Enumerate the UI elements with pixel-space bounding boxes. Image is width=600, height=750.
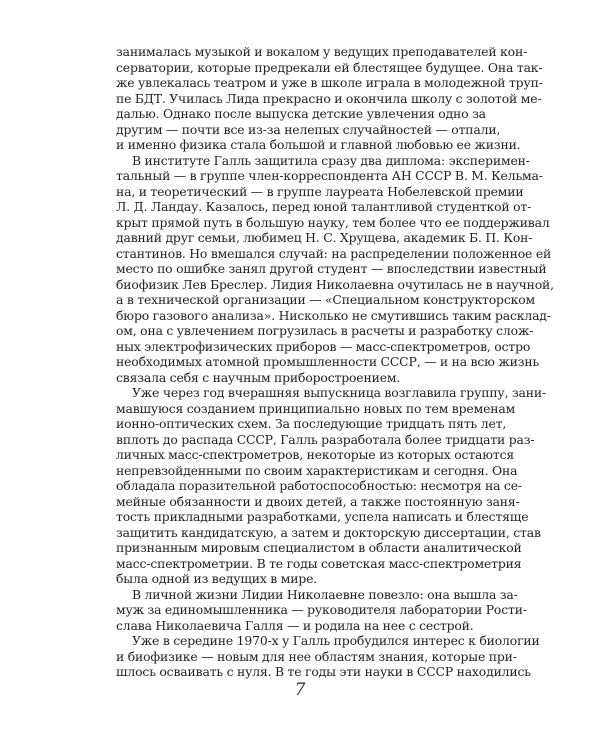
text-line: обладала поразительной работоспособностью: несмотря на се- (116, 478, 522, 493)
text-line: вплоть до распада СССР, Галль разработала более тридцати раз- (116, 431, 535, 447)
text-line: непревзойденными по своим характеристикам и сегодня. Она (116, 462, 518, 478)
text-line: же увлекалась театром и уже в школе играла в молодежной труп- (116, 75, 543, 90)
text-line: крыт прямой путь в большую науку, тем более что ее поддерживал (116, 214, 550, 230)
page-number: 7 (294, 680, 306, 700)
paragraph (116, 385, 547, 587)
text-line: стантинов. Но вмешался случай: на распределении положенное ей (116, 245, 552, 261)
text-line: В личной жизни Лидии Николаевне повезло: она вышла за- (132, 586, 518, 602)
paragraph (116, 44, 543, 153)
text-line: занималась музыкой и вокалом у ведущих преподавателей кон- (116, 44, 528, 59)
text-line: Л. Д. Ландау. Казалось, перед юной талантливой студенткой от- (116, 199, 532, 214)
text-line: муж за единомышленника — руководителя лаборатории Рости- (116, 602, 527, 617)
paragraph (116, 586, 527, 634)
text-line: защитить кандидатскую, а затем и докторскую диссертации, став (116, 524, 541, 540)
text-line: мейные обязанности и двоих детей, а также постоянную заня- (116, 493, 520, 509)
text-line: тальный — в группе член-корреспондента АН СССР В. М. Кельма- (116, 168, 543, 183)
text-line: была одной из ведущих в мире. (116, 571, 318, 586)
text-line: В институте Галль защитила сразу два диплома: эксперимен- (132, 152, 530, 168)
paragraph (116, 152, 554, 386)
text-line: место по ошибке занял другой студент — впоследствии известный (116, 261, 547, 276)
text-line: ионно-оптических схем. За последующие тридцать пять лет, (116, 416, 507, 431)
text-line: на, и теоретический — в группе лауреата Нобелевской премии (116, 183, 524, 199)
text-line: ных электрофизических приборов — масс-спектрометров, остро (116, 338, 531, 354)
text-line: серватории, которые предрекали ей блестящее будущее. Она так- (116, 59, 543, 75)
text-line: и именно физика стала большой и главной любовью ее жизни. (116, 137, 521, 152)
body-text (116, 44, 554, 680)
text-line: пе БДТ. Училась Лида прекрасно и окончила школу с золотой ме- (116, 90, 542, 106)
text-line: далью. Однако после выпуска детские увлечения одно за (116, 106, 486, 121)
text-line: необходимых атомной промышленности СССР, — и на всю жизнь (116, 354, 540, 369)
text-line: мавшуюся созданием принципиально новых по тем временам (116, 400, 516, 416)
text-line: другим — почти все из-за нелепых случайностей — отпали, (116, 121, 501, 137)
text-line: масс-спектрометрии. В те годы советская масс-спектрометрия (116, 555, 522, 571)
text-line: шлось осваивать с нуля. В те годы эти науки в СССР находились (116, 664, 531, 679)
text-line: связала себя с научным приборостроением. (116, 369, 401, 385)
text-line: личных масс-спектрометров, некоторые из которых остаются (116, 447, 515, 462)
text-line: признанным мировым специалистом в области аналитической (116, 540, 522, 555)
text-line: бюро газового анализа». Нисколько не смутившись таким расклад- (116, 307, 551, 323)
text-line: ом, она с увлечением погрузилась в расчеты и разработку слож- (116, 323, 534, 338)
paragraph (116, 633, 540, 680)
text-line: тость прикладными разработками, успела написать и блестяще (116, 509, 529, 524)
text-line: Уже через год вчерашняя выпускница возглавила группу, зани- (132, 385, 547, 400)
text-line: давний друг семьи, любимец Н. С. Хрущева, академик Б. П. Кон- (116, 230, 533, 245)
text-line: биофизик Лев Бреслер. Лидия Николаевна очутилась не в научной, (116, 276, 554, 292)
text-line: и биофизике — новым для нее областям знания, которые при- (116, 648, 517, 664)
text-line: слава Николаевича Галля — и родила на нее с сестрой. (116, 617, 474, 633)
text-line: а в технической организации — «Специальном конструкторском (116, 292, 536, 307)
text-line: Уже в середине 1970-х у Галль пробудился интерес к биологии (132, 633, 540, 648)
